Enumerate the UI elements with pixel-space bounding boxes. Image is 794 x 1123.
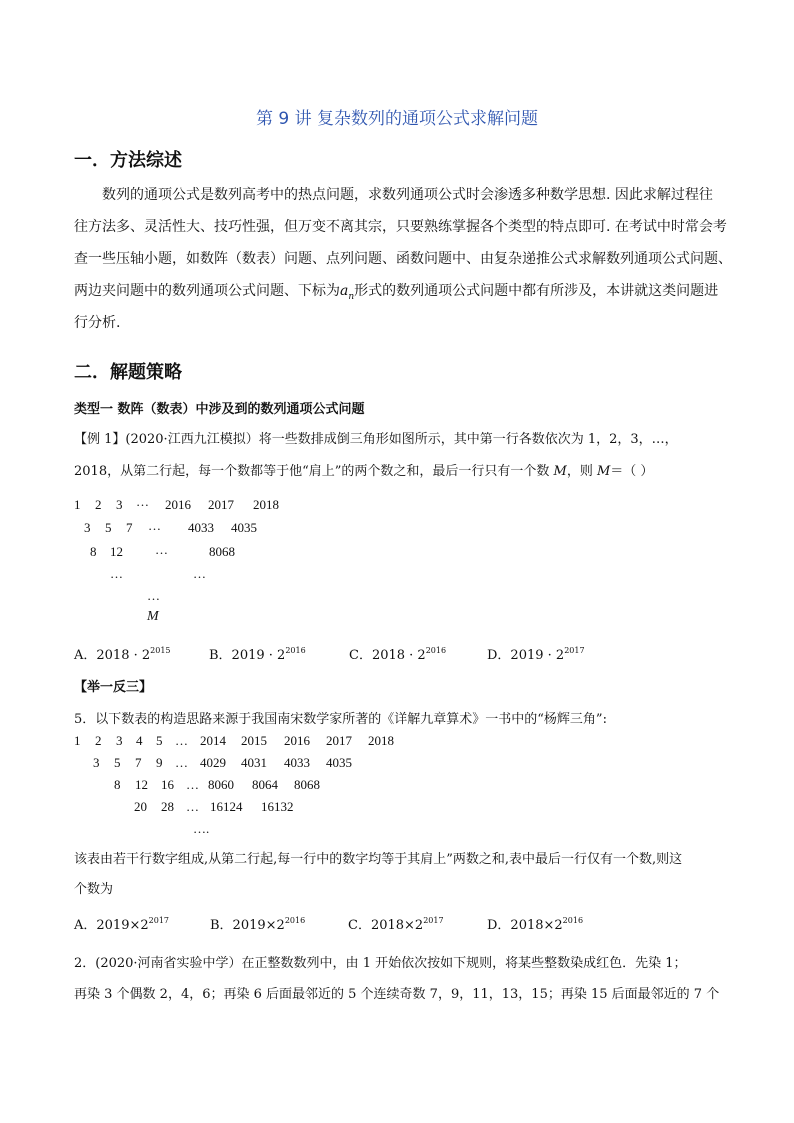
- paragraph-line: [74, 280, 718, 302]
- paragraph-line: 数列的通项公式是数列高考中的热点问题，求数列通项公式时会渗透多种数学思想. 因此求解过程往: [102, 187, 713, 203]
- table-cell: …: [186, 799, 199, 814]
- table-cell: 3: [116, 733, 123, 748]
- table-cell: 28: [161, 799, 174, 814]
- table-cell: ….: [193, 821, 210, 836]
- triangle-cell: 2016: [165, 497, 191, 512]
- triangle-cell: 4035: [231, 520, 257, 535]
- option-d: [487, 644, 585, 663]
- table-cell: 20: [134, 799, 147, 814]
- example-text: 2018，从第二行起，每一个数都等于他“肩上”的两个数之和，最后一行只有一个数: [74, 464, 554, 479]
- option-d: [487, 914, 583, 933]
- triangle-cell: 2018: [253, 497, 279, 512]
- question-line: 5．以下数表的构造思路来源于我国南宋数学家所著的《详解九章算术》一书中的“杨辉三角”:: [74, 712, 607, 727]
- table-cell: 4029: [200, 755, 226, 770]
- math-variable: M: [596, 464, 611, 479]
- option-label: B．2019 · 2: [209, 648, 286, 663]
- example-line: [74, 460, 653, 479]
- question-line: 个数为: [74, 882, 114, 897]
- option-label: D．2018×2: [487, 918, 563, 933]
- triangle-cell: 12: [110, 544, 123, 559]
- table-cell: 5: [156, 733, 163, 748]
- table-cell: 8064: [252, 777, 278, 792]
- table-cell: …: [175, 755, 188, 770]
- option-exponent: 2017: [423, 916, 444, 925]
- table-cell: 4031: [241, 755, 267, 770]
- table-cell: 8068: [294, 777, 320, 792]
- triangle-cell: 2017: [208, 497, 234, 512]
- table-cell: 16132: [261, 799, 294, 814]
- table-cell: 3: [93, 755, 100, 770]
- triangle-cell: …: [147, 588, 160, 603]
- table-cell: 5: [114, 755, 121, 770]
- section-heading-strategy: 二．解题策略: [74, 362, 182, 383]
- triangle-cell: 3: [116, 497, 123, 512]
- section-heading-method: 一．方法综述: [74, 150, 182, 171]
- question-line: 2．(2020·河南省实验中学）在正整数数列中，由 1 开始依次按如下规则，将某些整数染成红色．先染 1；: [74, 956, 687, 971]
- triangle-cell: 4033: [188, 520, 214, 535]
- option-c: [349, 644, 446, 663]
- math-variable: a: [340, 283, 349, 299]
- table-cell: 4033: [284, 755, 310, 770]
- triangle-cell: 3: [84, 520, 91, 535]
- table-cell: 9: [156, 755, 163, 770]
- option-exponent: 2016: [425, 646, 447, 655]
- table-cell: 2015: [241, 733, 267, 748]
- page-title: 第 9 讲 复杂数列的通项公式求解问题: [255, 109, 539, 129]
- option-exponent: 2017: [148, 916, 169, 925]
- table-cell: 2018: [368, 733, 394, 748]
- triangle-cell: …: [148, 518, 161, 533]
- option-exponent: 2015: [150, 646, 171, 655]
- option-label: A．2018 · 2: [74, 648, 151, 663]
- triangle-cell: …: [155, 542, 168, 557]
- table-cell: 2017: [326, 733, 352, 748]
- question-line: 再染 3 个偶数 2，4，6；再染 6 后面最邻近的 5 个连续奇数 7，9，11，13，15；再染 15 后面最邻近的 7 个: [74, 987, 720, 1002]
- table-cell: 8060: [208, 777, 234, 792]
- triangle-cell: 5: [105, 520, 112, 535]
- option-label: D．2019 · 2: [487, 648, 565, 663]
- table-cell: 2: [95, 733, 102, 748]
- table-cell: 12: [135, 777, 148, 792]
- option-a: [74, 914, 169, 933]
- option-c: [348, 914, 444, 933]
- table-cell: 7: [135, 755, 142, 770]
- option-b: [209, 644, 306, 663]
- example-line: 【例 1】(2020·江西九江模拟）将一些数排成倒三角形如图所示，其中第一行各数依次为 1，2，3，…，: [74, 432, 678, 447]
- table-cell: 1: [74, 733, 81, 748]
- table-cell: 4035: [326, 755, 352, 770]
- paragraph-line: 往方法多、灵活性大、技巧性强，但万变不离其宗，只要熟练掌握各个类型的特点即可. 在考试中时常会考: [74, 219, 727, 235]
- triangle-cell: 1: [74, 497, 81, 512]
- table-cell: 16124: [210, 799, 243, 814]
- triangle-cell: 7: [126, 520, 133, 535]
- option-exponent: 2016: [285, 646, 306, 655]
- option-label: C．2018 · 2: [349, 648, 426, 663]
- triangle-cell: 2: [95, 497, 102, 512]
- example-text: ＝（ ）: [610, 464, 654, 479]
- paragraph-text: 两边夹问题中的数列通项公式问题、下标为: [74, 283, 340, 299]
- paragraph-line: 行分析.: [74, 315, 121, 331]
- option-label: C．2018×2: [348, 918, 424, 933]
- paragraph-line: 查一些压轴小题，如数阵（数表）问题、点列问题、函数问题中、由复杂递推公式求解数列通项公式问题、: [74, 251, 732, 267]
- question-line: 该表由若干行数字组成,从第二行起,每一行中的数字均等于其肩上”两数之和,表中最后一行仅有一个数,则这: [74, 852, 683, 867]
- option-exponent: 2016: [284, 916, 306, 925]
- option-label: A．2019×2: [74, 918, 149, 933]
- option-label: B．2019×2: [210, 918, 285, 933]
- practice-heading: 【举一反三】: [74, 680, 153, 695]
- option-exponent: 2016: [562, 916, 584, 925]
- table-cell: 8: [114, 777, 121, 792]
- triangle-cell: …: [193, 566, 206, 581]
- math-subscript: n: [348, 291, 355, 302]
- table-cell: …: [175, 733, 188, 748]
- table-cell: …: [186, 777, 199, 792]
- option-a: [74, 644, 171, 663]
- option-exponent: 2017: [564, 646, 585, 655]
- option-b: [210, 914, 305, 933]
- table-cell: 16: [161, 777, 174, 792]
- paragraph-text: 形式的数列通项公式问题中都有所涉及，本讲就这类问题进: [354, 283, 719, 299]
- triangle-cell: …: [136, 494, 149, 509]
- math-variable: M: [553, 464, 567, 479]
- triangle-cell: 8: [90, 544, 97, 559]
- triangle-cell-M: M: [147, 609, 159, 624]
- table-cell: 4: [136, 733, 143, 748]
- triangle-cell: …: [110, 566, 123, 581]
- table-cell: 2016: [284, 733, 310, 748]
- triangle-cell: 8068: [209, 544, 235, 559]
- type-heading: 类型一 数阵（数表）中涉及到的数列通项公式问题: [74, 402, 365, 417]
- table-cell: 2014: [200, 733, 226, 748]
- example-text: ，则: [566, 464, 597, 479]
